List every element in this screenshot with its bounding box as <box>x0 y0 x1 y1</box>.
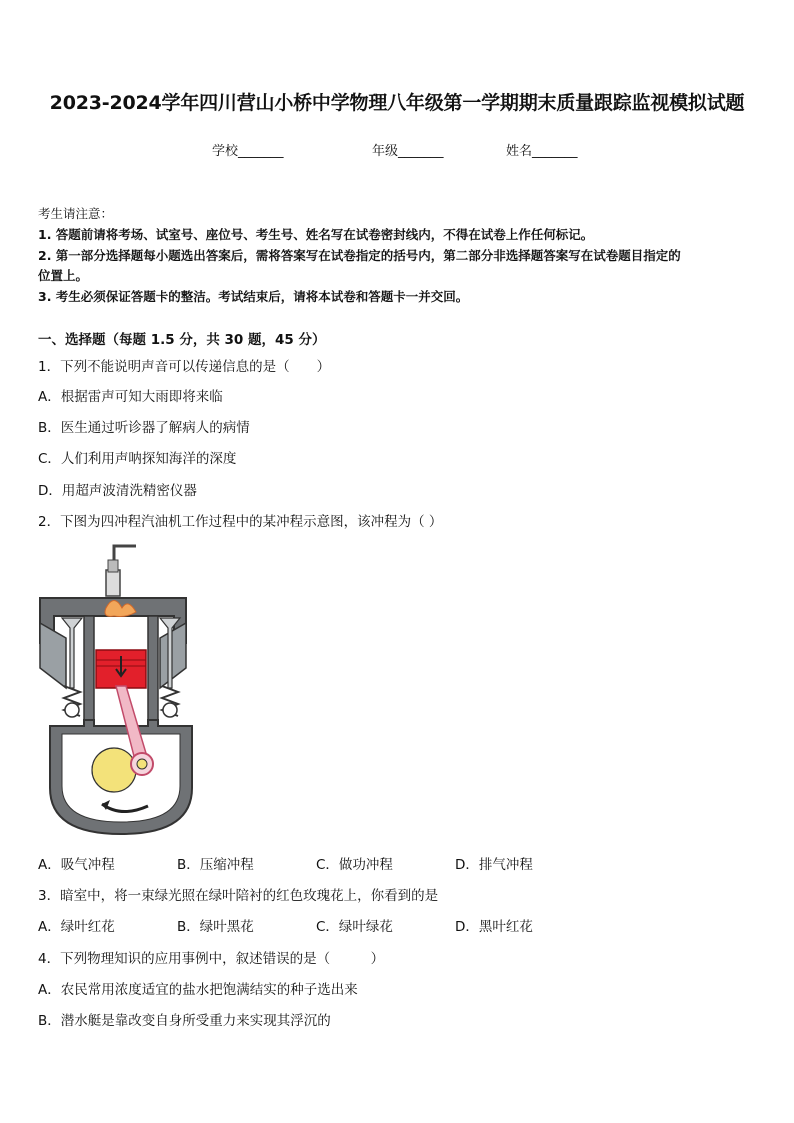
q3-option-a[interactable]: A．绿叶红花 <box>38 919 115 935</box>
q2-option-d[interactable]: D．排气冲程 <box>455 857 533 873</box>
cylinder-wall-left <box>84 616 94 726</box>
notice-item-2-cont: 位置上。 <box>38 268 89 283</box>
q1-option-d[interactable]: D．用超声波清洗精密仪器 <box>38 483 197 499</box>
notice-item-2: 2. 第一部分选择题每小题选出答案后，需将答案写在试卷指定的括号内，第二部分非选择题答案写在试卷题目指定的 <box>38 248 681 263</box>
q3-option-d[interactable]: D．黑叶红花 <box>455 919 533 935</box>
crank-wheel <box>92 748 136 792</box>
question-2-stem: 2．下图为四冲程汽油机工作过程中的某冲程示意图，该冲程为（ ） <box>38 514 443 530</box>
notice-heading: 考生请注意： <box>38 206 114 221</box>
engine-stroke-diagram <box>36 538 206 838</box>
page-title: 2023-2024学年四川营山小桥中学物理八年级第一学期期末质量跟踪监视模拟试题 <box>49 92 745 114</box>
q1-option-a[interactable]: A．根据雷声可知大雨即将来临 <box>38 389 223 405</box>
grade-field[interactable]: 年级_______ <box>372 144 444 159</box>
question-4-stem: 4．下列物理知识的应用事例中，叙述错误的是（ ） <box>38 951 385 967</box>
q2-option-a[interactable]: A．吸气冲程 <box>38 857 115 873</box>
intake-cam <box>65 703 79 717</box>
q4-option-a[interactable]: A．农民常用浓度适宜的盐水把饱满结实的种子选出来 <box>38 982 358 998</box>
notice-item-1: 1. 答题前请将考场、试室号、座位号、考生号、姓名写在试卷密封线内，不得在试卷上作任何标记。 <box>38 227 594 242</box>
q2-option-c[interactable]: C．做功冲程 <box>316 857 393 873</box>
q4-option-b[interactable]: B．潜水艇是靠改变自身所受重力来实现其浮沉的 <box>38 1013 331 1029</box>
q3-option-c[interactable]: C．绿叶绿花 <box>316 919 393 935</box>
q2-options <box>38 853 533 873</box>
intake-port <box>40 623 66 688</box>
exhaust-cam <box>163 703 177 717</box>
notice-item-3: 3. 考生必须保证答题卡的整洁。考试结束后，请将本试卷和答题卡一并交回。 <box>38 289 469 304</box>
exhaust-port <box>160 623 186 688</box>
question-1-stem: 1．下列不能说明声音可以传递信息的是（ ） <box>38 359 331 375</box>
spark-plug <box>106 570 120 596</box>
q3-option-b[interactable]: B．绿叶黑花 <box>177 919 254 935</box>
cylinder-wall-right <box>148 616 158 726</box>
q2-option-b[interactable]: B．压缩冲程 <box>177 857 254 873</box>
school-field[interactable]: 学校_______ <box>212 144 284 159</box>
question-3-stem: 3．暗室中，将一束绿光照在绿叶陪衬的红色玫瑰花上，你看到的是 <box>38 888 439 904</box>
q1-option-c[interactable]: C．人们利用声呐探知海洋的深度 <box>38 451 237 467</box>
q3-options <box>38 915 533 935</box>
name-field[interactable]: 姓名_______ <box>506 144 578 159</box>
q1-option-b[interactable]: B．医生通过听诊器了解病人的病情 <box>38 420 250 436</box>
section-heading: 一、选择题（每题 1.5 分，共 30 题，45 分） <box>38 332 326 348</box>
